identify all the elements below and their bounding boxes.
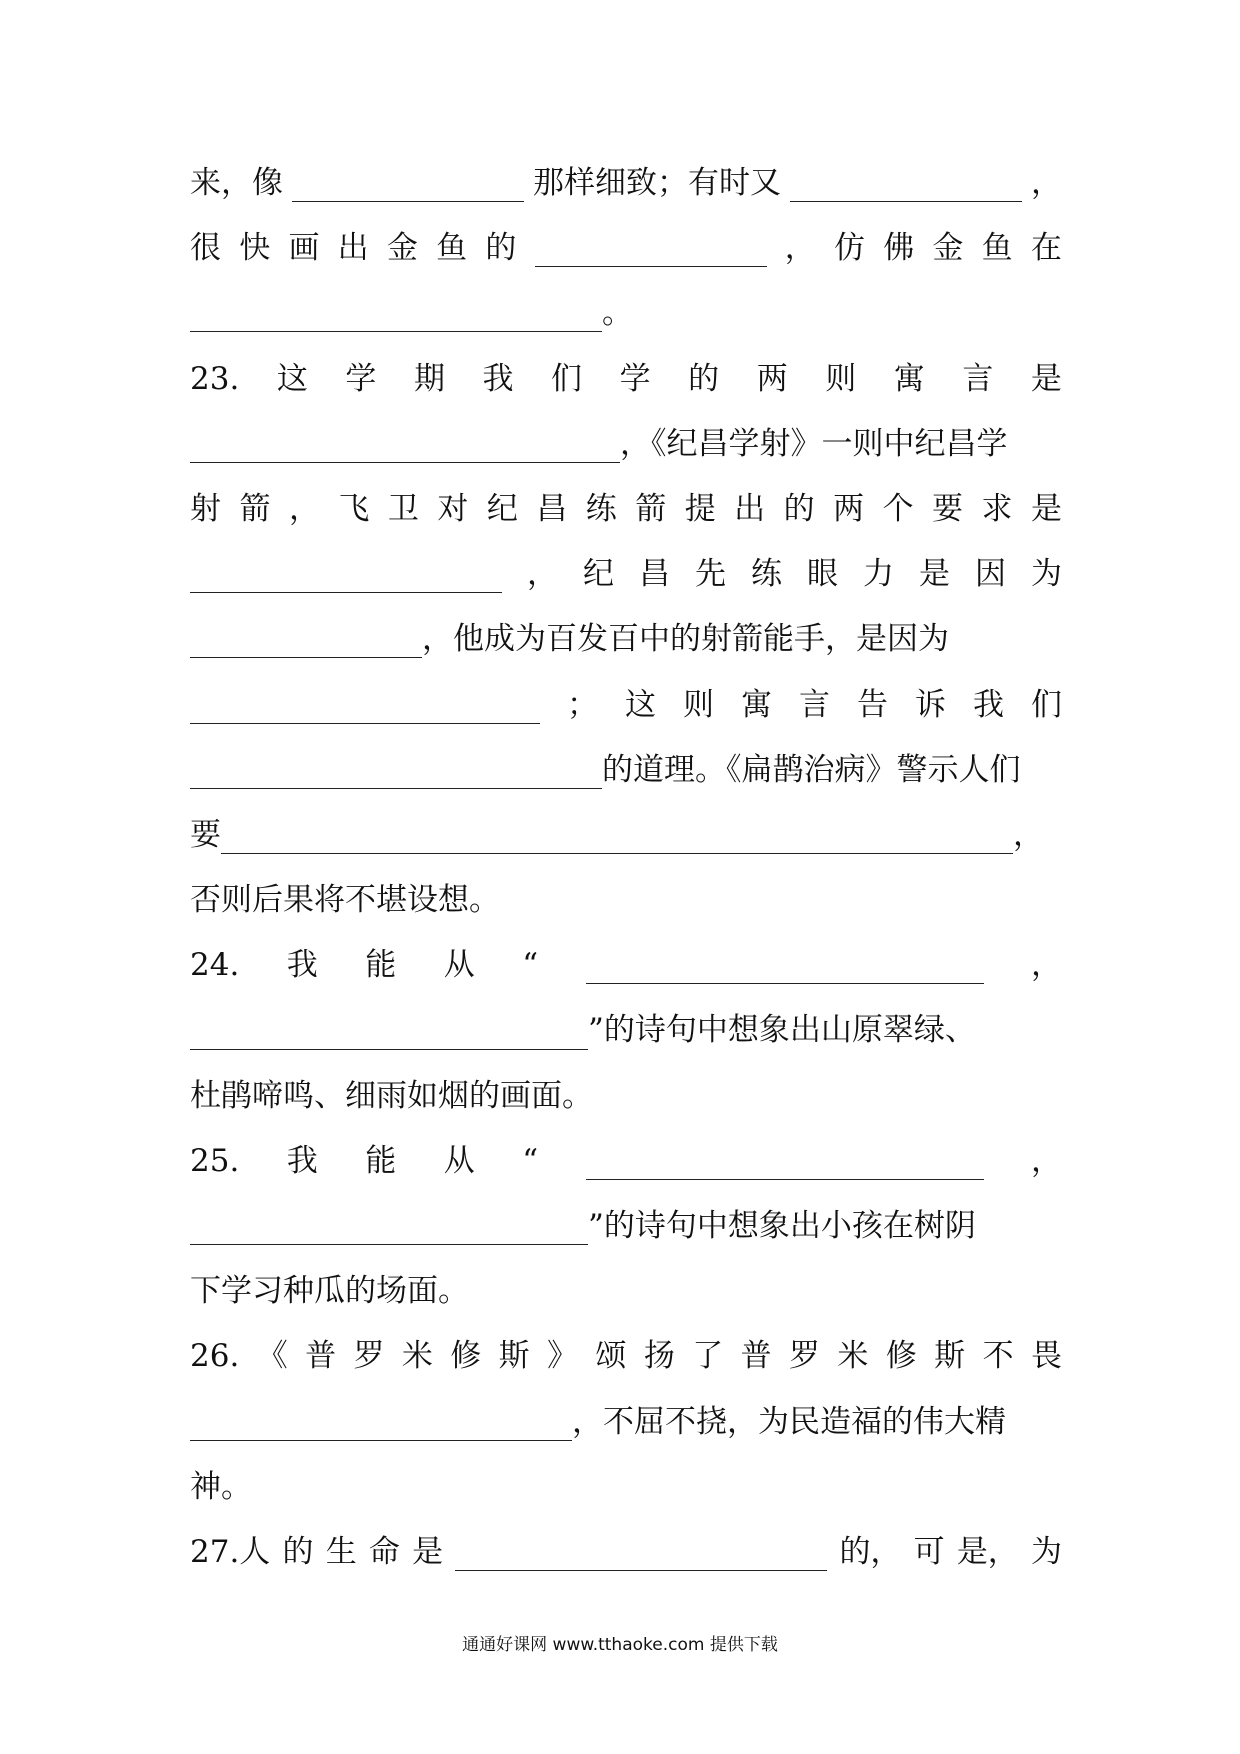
text-segment: ， [1013, 816, 1044, 853]
answer-blank[interactable] [190, 1019, 588, 1050]
answer-blank[interactable] [455, 1540, 827, 1571]
text-segment: 力 [863, 556, 894, 593]
text-segment: ，他成为百发百中的射箭能手，是因为 [422, 621, 949, 658]
answer-blank[interactable] [586, 953, 984, 984]
text-segment: 斯 [934, 1338, 966, 1375]
text-segment: 眼 [807, 556, 838, 593]
text-segment: 颂 [595, 1338, 627, 1375]
text-segment: 的 [282, 1533, 314, 1570]
text-segment: ， [527, 556, 558, 593]
text-segment: 仿 [833, 230, 865, 267]
text-segment: 的 [485, 230, 517, 267]
text-line [190, 1259, 1062, 1324]
text-segment: 我 [973, 686, 1004, 723]
text-segment: 从 [443, 947, 475, 984]
text-segment: 的 [783, 490, 815, 527]
text-segment: ； [567, 686, 598, 723]
text-segment: 们 [551, 360, 583, 397]
text-segment: 寓 [893, 360, 925, 397]
text-segment: 卫 [387, 490, 419, 527]
answer-blank[interactable] [190, 1214, 588, 1245]
text-segment: ”的诗句中想象出小孩在树阴 [588, 1208, 976, 1244]
text-segment: ， [784, 230, 816, 267]
answer-blank[interactable] [221, 823, 1013, 854]
text-segment: 纪 [486, 490, 518, 527]
text-segment: 是 [1030, 360, 1062, 397]
text-segment: “ [522, 947, 539, 984]
text-segment: 下学习种瓜的场面。 [190, 1273, 469, 1310]
text-segment: 不 [982, 1338, 1014, 1375]
text-segment: 箭 [239, 490, 271, 527]
text-segment: 24. [190, 947, 240, 984]
text-segment: 飞 [338, 490, 370, 527]
text-segment: 佛 [883, 230, 915, 267]
text-segment: ， [1030, 947, 1062, 984]
text-segment: 鱼 [981, 230, 1013, 267]
answer-blank[interactable] [190, 562, 502, 593]
text-line [190, 868, 1062, 933]
text-segment: 画 [288, 230, 320, 267]
text-segment: 出 [337, 230, 369, 267]
text-segment: 是 [919, 556, 950, 593]
text-segment: 提 [684, 490, 716, 527]
text-segment: “ [522, 1142, 539, 1179]
text-segment: 普 [740, 1338, 772, 1375]
text-segment: 的 [688, 360, 720, 397]
text-segment: 言 [799, 686, 830, 723]
text-segment: ， [288, 490, 320, 527]
text-segment: 金 [386, 230, 418, 267]
text-segment: 从 [443, 1142, 475, 1179]
text-line [190, 1129, 1062, 1194]
text-segment: ， [1031, 165, 1062, 201]
text-line [190, 1520, 1062, 1585]
text-segment: 期 [413, 360, 445, 397]
text-segment: 扬 [643, 1338, 675, 1375]
text-segment: 学 [345, 360, 377, 397]
text-segment: 这 [276, 360, 308, 397]
text-segment: 罗 [353, 1338, 385, 1375]
text-segment: 能 [365, 1142, 397, 1179]
text-line [190, 1390, 1062, 1455]
text-segment: 我 [286, 947, 318, 984]
answer-blank[interactable] [190, 1410, 572, 1441]
text-line [190, 216, 1062, 281]
text-segment: 普 [305, 1338, 337, 1375]
text-segment: 则 [825, 360, 857, 397]
text-segment: 神。 [190, 1468, 252, 1505]
text-line [190, 542, 1062, 607]
text-segment: 米 [837, 1338, 869, 1375]
text-segment: 米 [401, 1338, 433, 1375]
text-segment: 诉 [915, 686, 946, 723]
text-line [190, 607, 1062, 672]
text-line [190, 477, 1062, 542]
answer-blank[interactable] [586, 1149, 984, 1180]
text-segment: 是， [956, 1533, 1019, 1570]
text-segment: 罗 [789, 1338, 820, 1375]
worksheet-body [190, 151, 1062, 1585]
text-segment: 箭 [635, 490, 667, 527]
text-segment: 先 [695, 556, 726, 593]
text-segment: 25. [190, 1142, 240, 1179]
text-segment: ”的诗句中想象出山原翠绿、 [588, 1012, 976, 1049]
answer-blank[interactable] [190, 693, 540, 724]
text-line [190, 1064, 1062, 1129]
text-segment: 这 [625, 686, 656, 723]
text-segment: 《 [256, 1338, 288, 1375]
text-segment: 修 [885, 1338, 917, 1375]
text-segment: ，《纪昌学射》一则中纪昌学 [620, 425, 1008, 462]
text-segment: 很 [190, 230, 221, 267]
text-segment: 可 [913, 1533, 945, 1570]
text-segment: 求 [981, 490, 1013, 527]
text-segment: 那样细致；有时又 [533, 165, 781, 201]
text-segment: 否则后果将不堪设想。 [190, 882, 500, 919]
answer-blank[interactable] [190, 301, 602, 332]
text-segment: 们 [1031, 686, 1062, 723]
text-segment: 鱼 [436, 230, 468, 267]
text-segment: 两 [756, 360, 788, 397]
text-segment: 的道理。《扁鹊治病》警示人们 [602, 751, 1021, 788]
text-segment: 生 [325, 1533, 357, 1570]
text-line [190, 412, 1062, 477]
answer-blank[interactable] [190, 758, 602, 789]
text-segment: 出 [734, 490, 766, 527]
text-segment: 畏 [1030, 1338, 1062, 1375]
text-segment: 告 [857, 686, 888, 723]
answer-blank[interactable] [790, 171, 1022, 202]
text-line [190, 1455, 1062, 1520]
text-segment: 则 [683, 686, 714, 723]
text-line [190, 1324, 1062, 1389]
text-segment: 两 [833, 490, 865, 527]
text-segment: 为 [1031, 1533, 1062, 1570]
answer-blank[interactable] [535, 236, 767, 267]
text-line [190, 673, 1062, 738]
text-segment: 来，像 [190, 165, 283, 201]
text-segment: 为 [1031, 556, 1062, 593]
page-footer: 通通好课网 www.tthaoke.com 提供下载 [462, 1635, 778, 1655]
text-line [190, 1194, 1062, 1259]
text-line [190, 998, 1062, 1063]
text-segment: 23. [190, 360, 240, 397]
text-segment: 命 [368, 1533, 400, 1570]
text-segment: 我 [286, 1142, 318, 1179]
text-segment: 是 [412, 1533, 444, 1570]
text-segment: 。 [602, 295, 633, 332]
text-segment: 快 [239, 230, 271, 267]
text-segment: 纪 [583, 556, 614, 593]
text-segment: 练 [751, 556, 782, 593]
text-segment: 能 [365, 947, 397, 984]
text-segment: 杜鹃啼鸣、细雨如烟的画面。 [190, 1077, 593, 1114]
answer-blank[interactable] [190, 432, 620, 463]
text-segment: 是 [1030, 490, 1062, 527]
text-segment: 我 [482, 360, 514, 397]
text-segment: 修 [450, 1338, 482, 1375]
text-line [190, 281, 1062, 346]
text-segment: ， [1030, 1142, 1062, 1179]
text-line [190, 803, 1062, 868]
text-line [190, 347, 1062, 412]
text-segment: 昌 [639, 556, 670, 593]
text-line [190, 738, 1062, 803]
text-segment: 的， [839, 1533, 902, 1570]
text-segment: 了 [692, 1338, 724, 1375]
text-segment: 金 [932, 230, 964, 267]
text-segment: 寓 [741, 686, 772, 723]
text-segment: 在 [1030, 230, 1062, 267]
text-segment: 言 [962, 360, 994, 397]
text-segment: 26. [190, 1338, 240, 1375]
text-line [190, 933, 1062, 998]
text-segment: 要 [932, 490, 964, 527]
text-segment: 27.人 [190, 1533, 271, 1570]
text-segment: ，不屈不挠，为民造福的伟大精 [572, 1403, 1006, 1440]
text-segment: 学 [619, 360, 651, 397]
text-segment: 射 [190, 490, 221, 527]
answer-blank[interactable] [292, 171, 524, 202]
text-segment: 练 [585, 490, 617, 527]
text-segment: 对 [437, 490, 469, 527]
text-segment: 昌 [536, 490, 568, 527]
text-segment: 》 [547, 1338, 579, 1375]
text-segment: 因 [975, 556, 1006, 593]
text-segment: 要 [190, 816, 221, 853]
answer-blank[interactable] [190, 627, 422, 658]
text-segment: 斯 [498, 1338, 530, 1375]
text-line [190, 151, 1062, 216]
text-segment: 个 [882, 490, 914, 527]
